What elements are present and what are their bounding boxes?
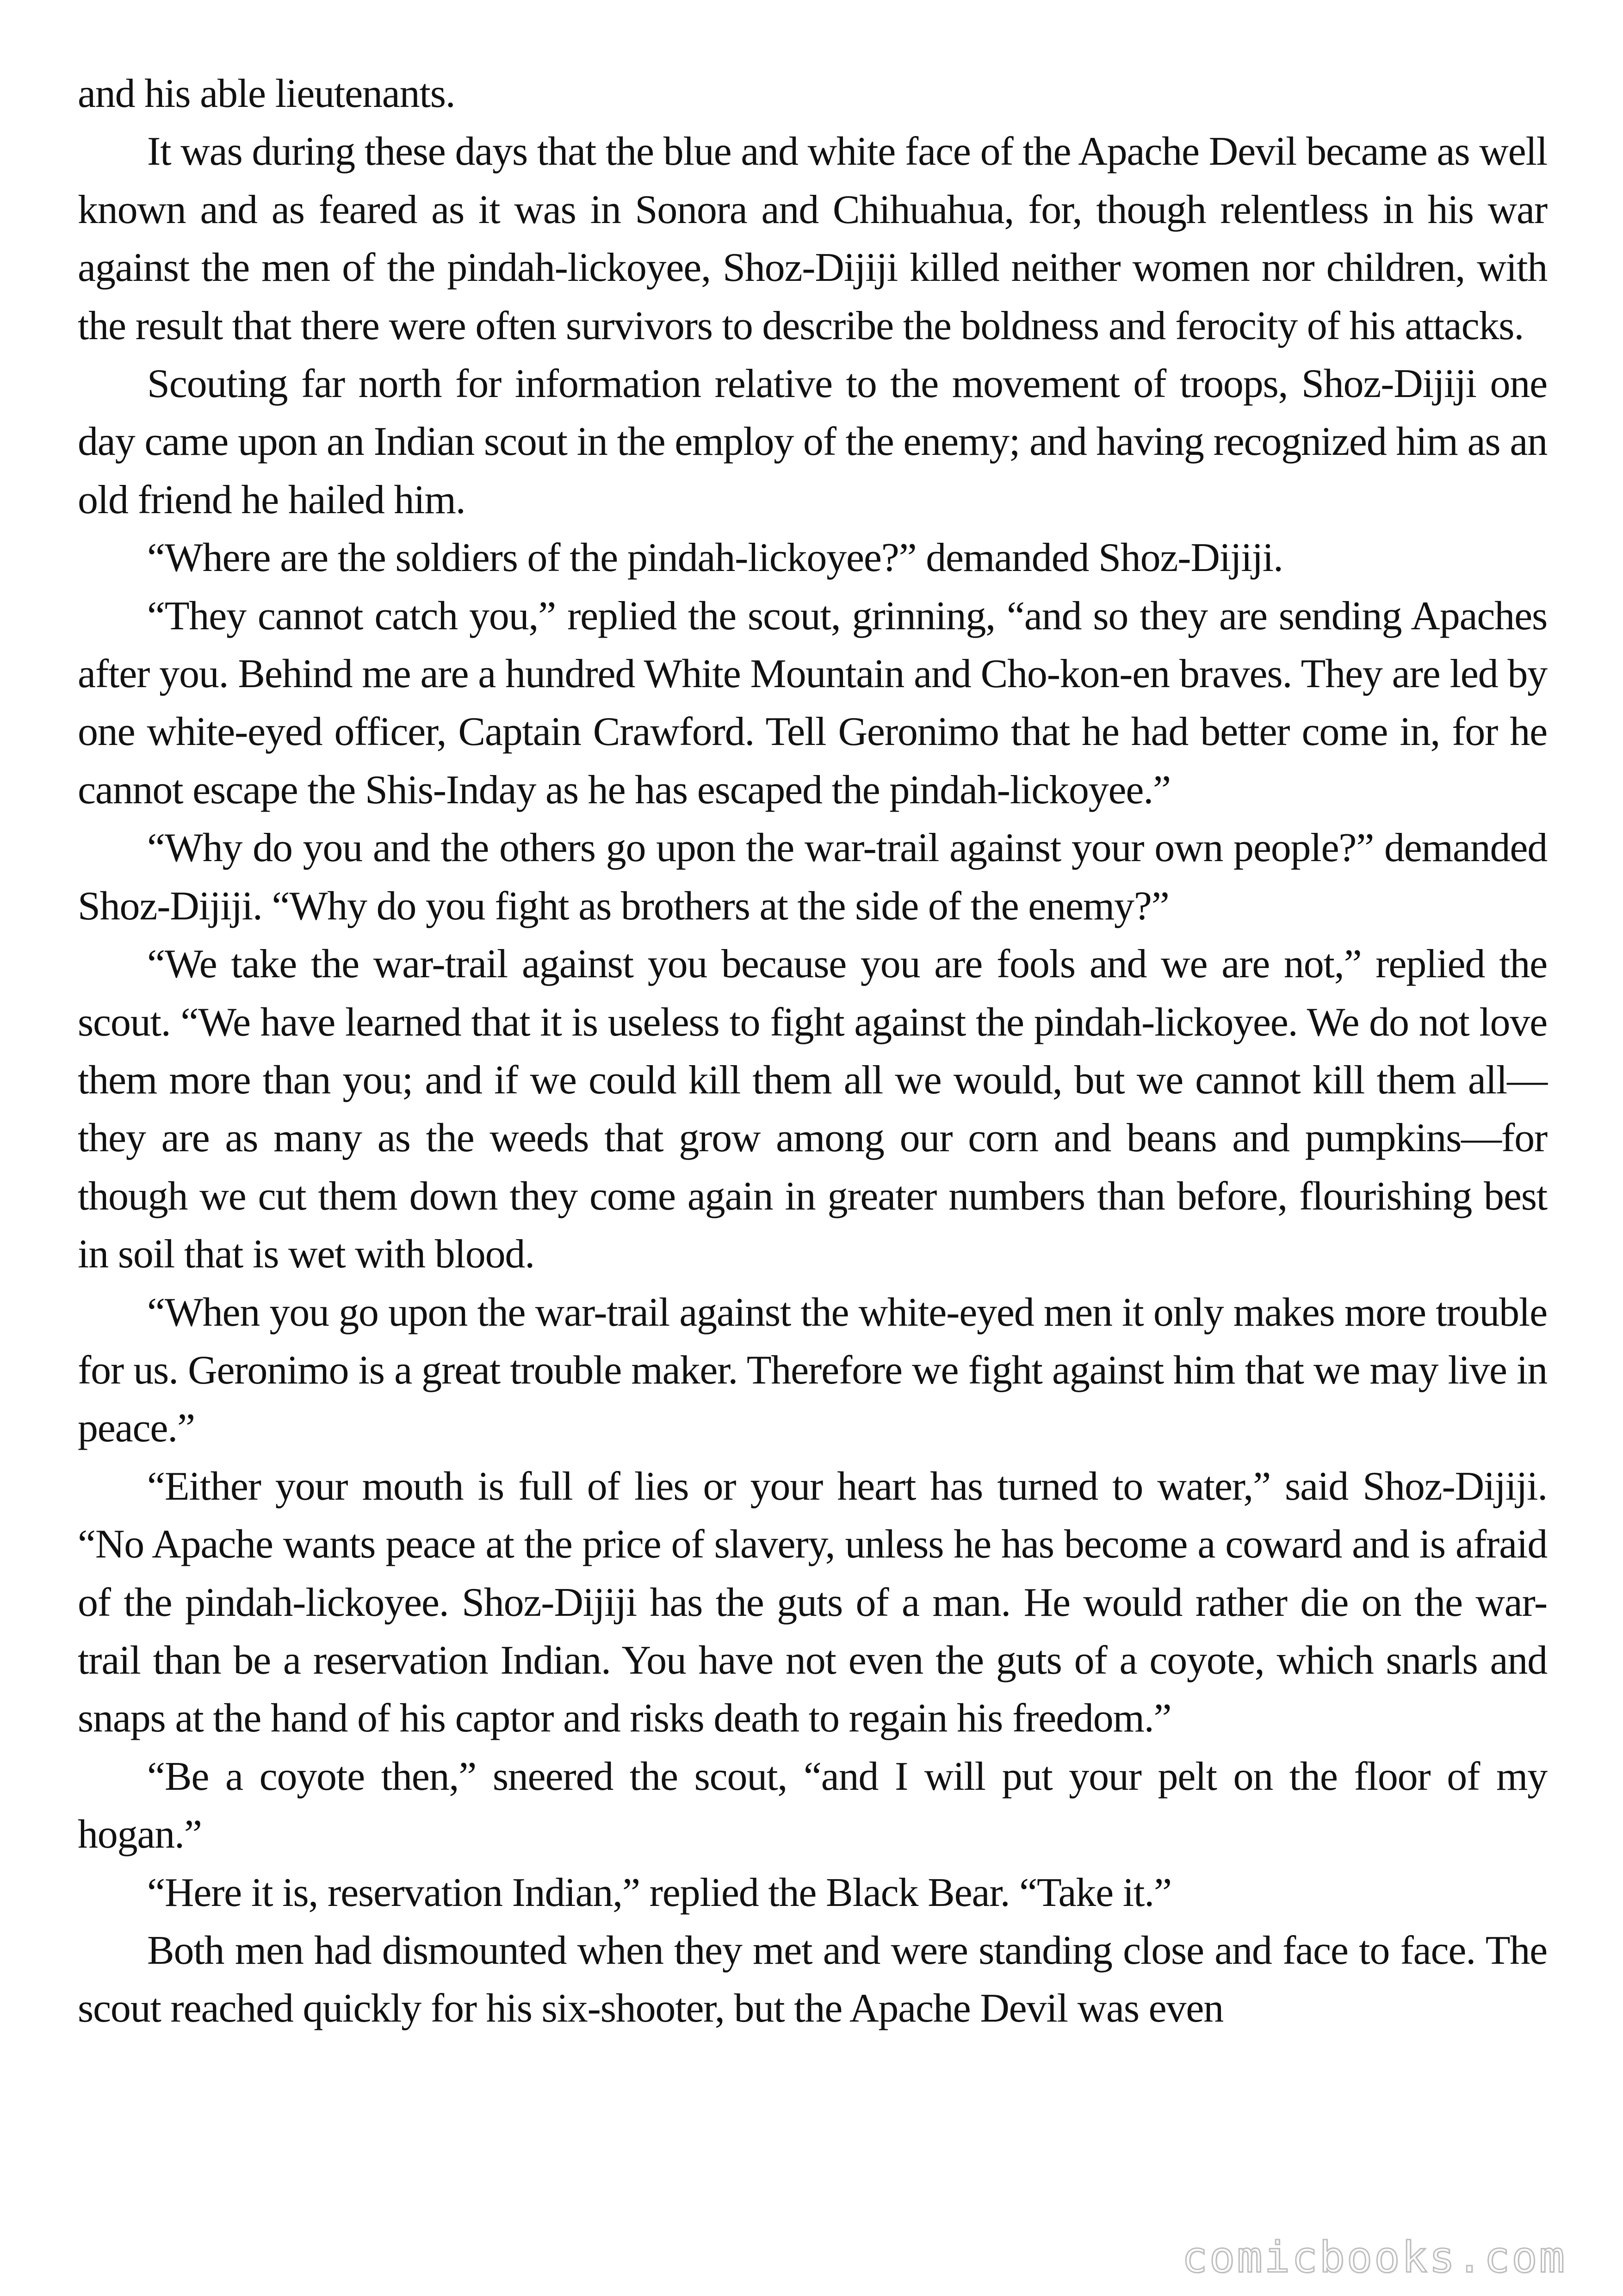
paragraph: “Be a coyote then,” sneered the scout, “and I will put your pelt on the floor of my hogan.” (78, 1754, 1547, 1857)
paragraph: “Where are the soldiers of the pindah-lickoyee?” demanded Shoz-Dijiji. (147, 535, 1283, 581)
paragraph: Both men had dismounted when they met and were standing close and face to face. The scout reached quickly for his six-shooter, but the Apache Devil was even (78, 1928, 1547, 2031)
paragraph: “When you go upon the war-trail against the white-eyed men it only makes more trouble for us. Geronimo is a great trouble maker. Therefore we fight against him that we may live in peace.” (78, 1290, 1547, 1451)
paragraph: “We take the war-trail against you because you are fools and we are not,” replied the scout. “We have learned that it is useless to fight against the pindah-lickoyee. We do not love them more than you; and if we could kill them all we would, but we cannot kill them all—they are as many as the weeds that grow among our corn and beans and pumpkins—for though we cut them down they come again in greater numbers than before, flourishing best in soil that is wet with blood. (78, 942, 1547, 1277)
paragraph: “Either your mouth is full of lies or your heart has turned to water,” said Shoz-Dijiji. “No Apache wants peace at the price of slavery, unless he has become a coward and is afraid of the pindah-lickoyee. Shoz-Dijiji has the guts of a man. He would rather die on the war-trail than be a reservation Indian. You have not even the guts of a coyote, which snarls and snaps at the hand of his captor and risks death to regain his freedom.” (78, 1464, 1547, 1741)
paragraph: “Here it is, reservation Indian,” replied the Black Bear. “Take it.” (147, 1870, 1171, 1915)
watermark: comicbooks.com (1182, 2233, 1567, 2282)
body-text (78, 65, 1547, 2038)
paragraph: It was during these days that the blue and white face of the Apache Devil became as well known and as feared as it was in Sonora and Chihuahua, for, though relentless in his war against the men of the pindah-lickoyee, Shoz-Dijiji killed neither women nor children, with the result that there were often survivors to describe the boldness and ferocity of his attacks. (78, 129, 1547, 348)
paragraph-continuation: and his able lieutenants. (78, 71, 455, 116)
paragraph: “Why do you and the others go upon the war-trail against your own people?” demanded Shoz-Dijiji. “Why do you fight as brothers at the side of the enemy?” (78, 825, 1547, 929)
paragraph: “They cannot catch you,” replied the scout, grinning, “and so they are sending Apaches after you. Behind me are a hundred White Mountain and Cho-kon-en braves. They are led by one white-eyed officer, Captain Crawford. Tell Geronimo that he had better come in, for he cannot escape the Shis-Inday as he has escaped the pindah-lickoyee.” (78, 593, 1547, 813)
paragraph: Scouting far north for information relative to the movement of troops, Shoz-Dijiji one day came upon an Indian scout in the employ of the enemy; and having recognized him as an old friend he hailed him. (78, 361, 1547, 522)
